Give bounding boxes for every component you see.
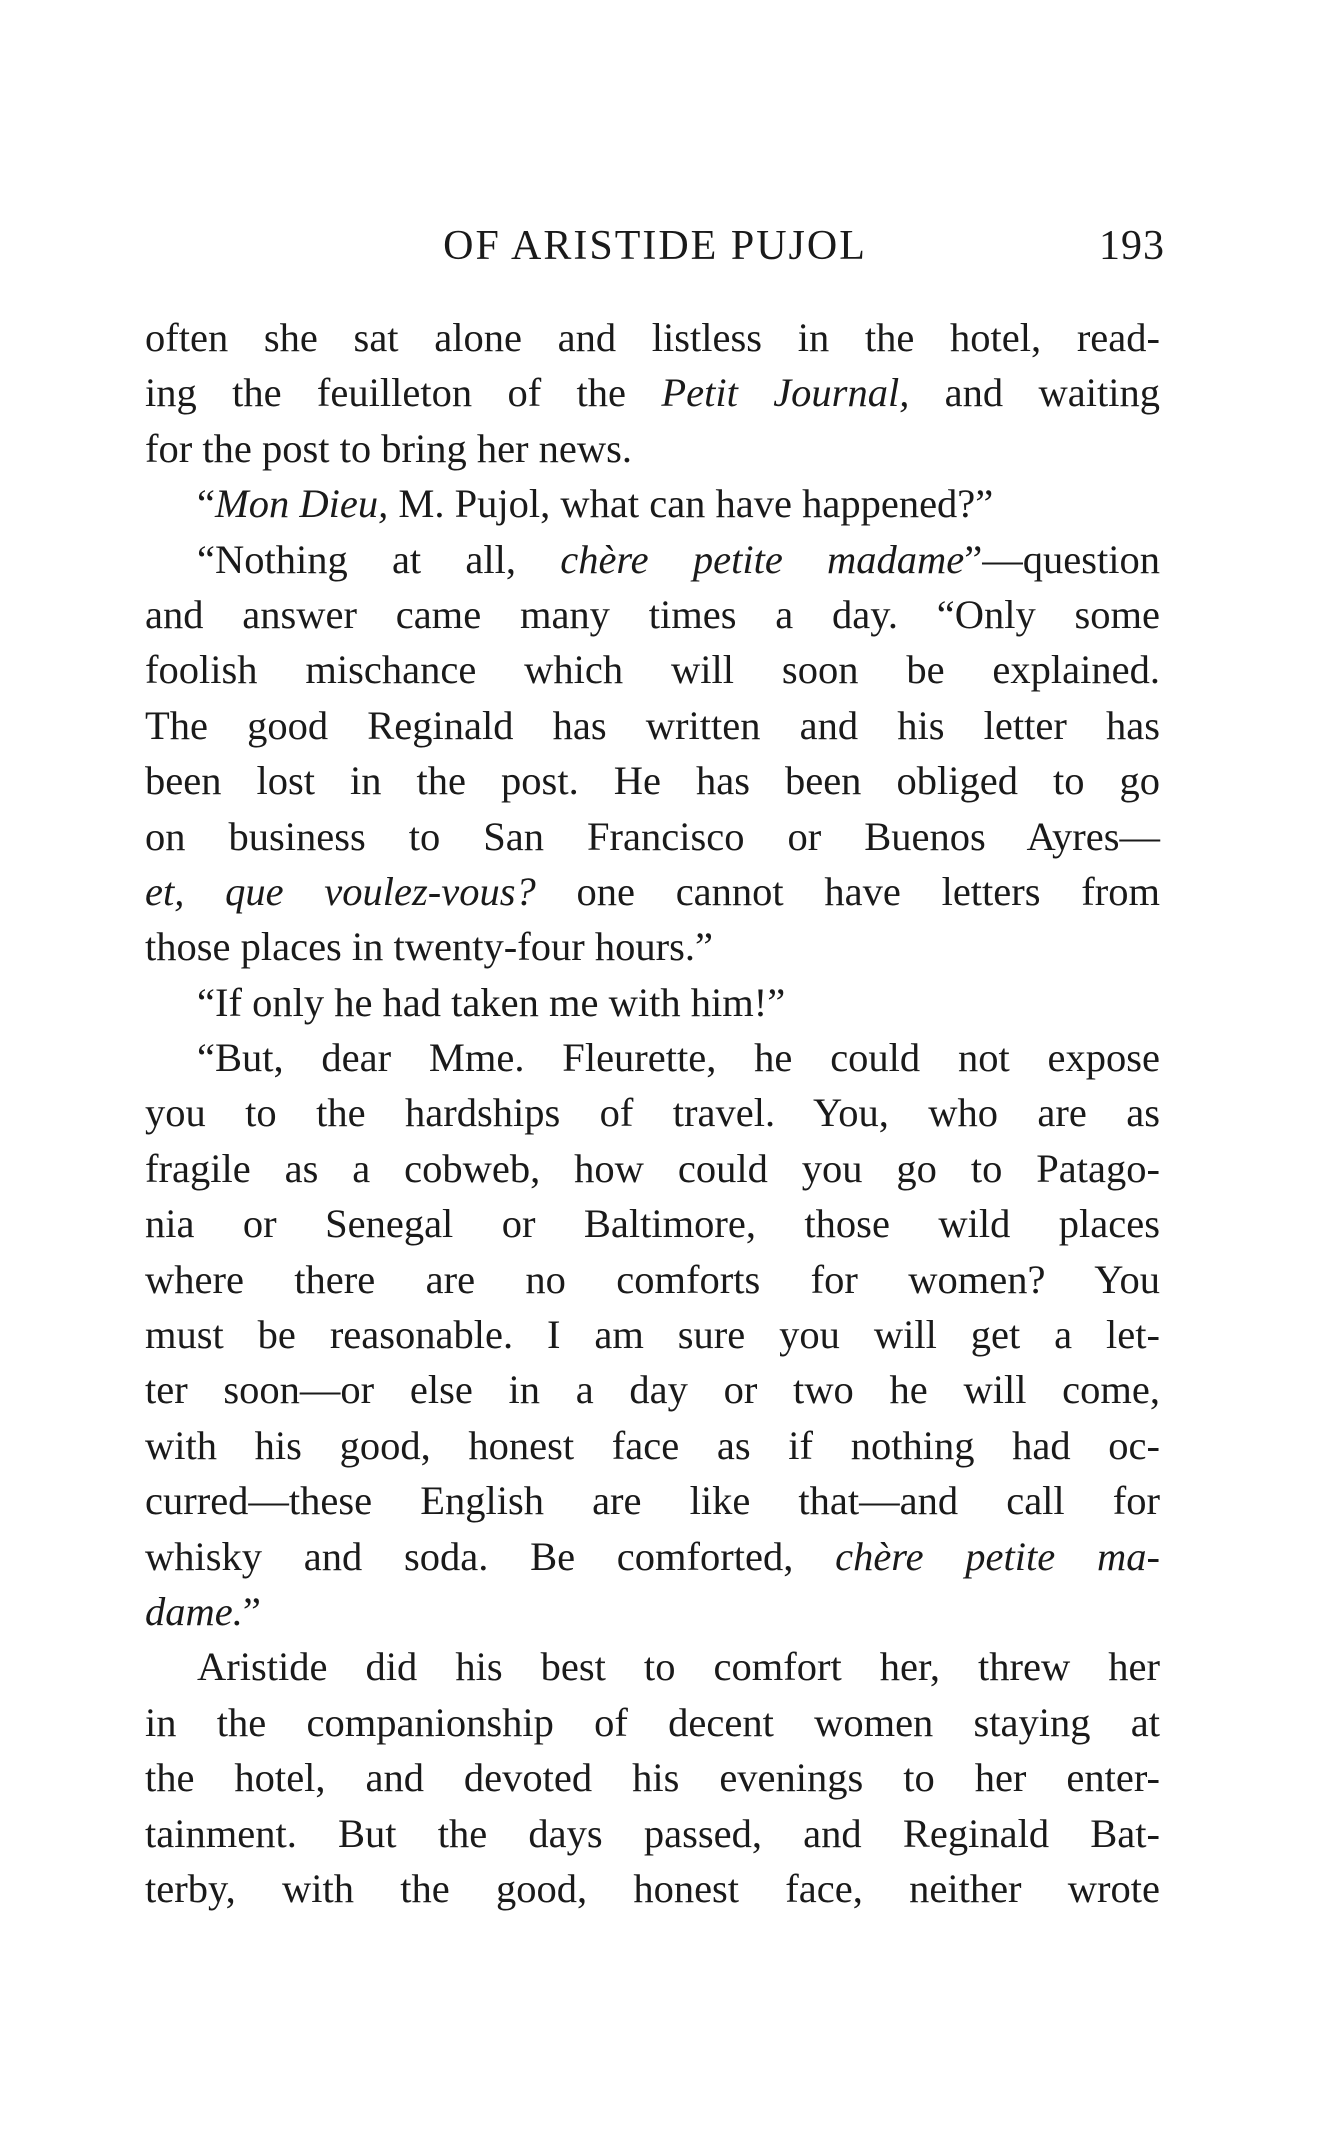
running-title: OF ARISTIDE PUJOL [443,223,867,269]
text-segment: “ [197,481,215,527]
text-segment: for the post to bring her news. [145,425,633,471]
text-segment: you to the hardships of travel. You, who are as [145,1090,1160,1136]
text-line [145,1307,1160,1362]
italic-text: Mon Dieu, [214,481,389,527]
text-segment: must be reasonable. I am sure you will get a let- [145,1312,1160,1358]
text-segment: whisky and soda. Be comforted, [145,1533,836,1579]
text-segment: “If only he had taken me with him!” [197,979,786,1025]
text-segment: ”—question [964,536,1160,582]
text-segment: ” [242,1588,261,1634]
text-segment: one cannot have letters from [535,868,1160,914]
text-line [145,698,1160,753]
text-line [145,809,1160,864]
text-line [145,310,1160,365]
text-line [145,864,1160,919]
text-segment: those places in twenty-four hours.” [145,924,713,970]
text-line [145,1861,1160,1916]
text-segment: and waiting [909,370,1160,416]
text-line [145,1196,1160,1251]
text-line [145,1418,1160,1473]
text-segment: often she sat alone and listless in the hotel, read- [145,315,1160,360]
text-line [145,1806,1160,1861]
text-segment: in the companionship of decent women staying at [145,1699,1160,1745]
text-segment: ter soon—or else in a day or two he will come, [145,1367,1160,1413]
text-segment: ing the feuilleton of the [145,370,662,416]
text-segment: curred—these English are like that—and call for [145,1478,1160,1524]
text-segment: “But, dear Mme. Fleurette, he could not expose [197,1035,1160,1081]
italic-text: et, que voulez-vous? [145,868,536,914]
text-line [145,1141,1160,1196]
text-line [145,1750,1160,1805]
page-number: 193 [1099,223,1165,269]
text-segment: on business to San Francisco or Buenos Ayres— [145,813,1160,859]
text-segment: “Nothing at all, [197,536,561,582]
text-line [145,1362,1160,1417]
italic-text: chère petite madame [560,536,965,582]
italic-text: Petit Journal, [661,370,910,416]
text-line [145,975,1160,1030]
italic-text: chère petite ma- [835,1533,1160,1579]
text-segment: Aristide did his best to comfort her, threw her [197,1644,1160,1690]
text-line [145,365,1160,420]
text-segment: nia or Senegal or Baltimore, those wild places [145,1201,1160,1247]
text-line [145,1085,1160,1140]
text-line [145,1639,1160,1694]
text-segment: The good Reginald has written and his letter has [145,702,1160,748]
text-line [145,532,1160,587]
text-segment: and answer came many times a day. “Only some [145,591,1160,637]
text-line [145,1695,1160,1750]
text-segment: tainment. But the days passed, and Reginald Bat- [145,1810,1160,1856]
text-segment: with his good, honest face as if nothing had oc- [145,1422,1160,1468]
running-head [145,222,1165,282]
text-segment: foolish mischance which will soon be explained. [145,647,1160,693]
text-line [145,919,1160,974]
body-text [145,310,1160,1916]
italic-text: dame. [145,1588,243,1634]
text-segment: fragile as a cobweb, how could you go to Patago- [145,1145,1160,1191]
text-line [145,642,1160,697]
text-segment: the hotel, and devoted his evenings to her enter- [145,1755,1160,1801]
text-line [145,753,1160,808]
text-line [145,1252,1160,1307]
text-segment: where there are no comforts for women? You [145,1256,1160,1302]
text-line [145,1030,1160,1085]
text-line [145,587,1160,642]
text-segment: terby, with the good, honest face, neither wrote [145,1865,1160,1911]
text-line [145,476,1160,531]
text-line [145,1584,1160,1639]
text-line [145,1529,1160,1584]
text-line [145,421,1160,476]
text-segment: M. Pujol, what can have happened?” [388,481,994,527]
text-segment: been lost in the post. He has been obliged to go [145,758,1160,804]
text-line [145,1473,1160,1528]
